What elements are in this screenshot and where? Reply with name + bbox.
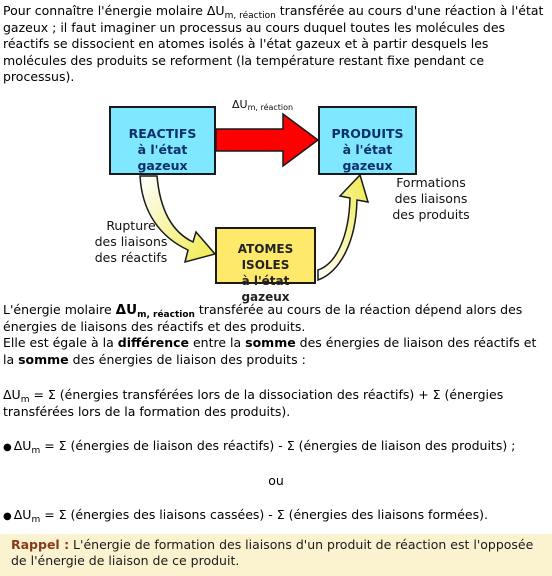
rappel-title: Rappel : <box>11 537 70 552</box>
produits-subtitle: à l'état gazeux <box>342 142 393 173</box>
reaction-arrow-label: $\Delta U_{m, réaction}$ <box>232 98 294 112</box>
formula-liaisons: ● $\Delta U_m = \Sigma$ (énergies de liaison des réactifs) - Σ (énergies de liaison des produits) ; <box>3 438 516 456</box>
reactifs-box <box>109 106 216 175</box>
rappel-box <box>0 534 552 576</box>
or-separator: ou <box>268 473 284 488</box>
energy-paragraph: L'énergie molaire $\Delta U_{m, réaction}$ transférée au cours de la réaction dépend alors des énergies de liaisons des réactifs et des produits. Elle est égale à la différence entre la somme des énergies de liaison des réactifs et la somme des énergies de liaison des produits : <box>3 302 537 367</box>
atomes-subtitle: à l'état gazeux <box>241 274 290 304</box>
delta-u-bold: $\Delta U_{m, réaction}$ <box>115 302 195 320</box>
rappel-text: L'énergie de formation des liaisons d'un produit de réaction est l'opposée de l'énergie de liaison de ce produit. <box>11 537 534 568</box>
formation-arrow <box>318 175 368 280</box>
reactifs-subtitle: à l'état gazeux <box>137 142 188 173</box>
atomes-title: ATOMES ISOLES <box>237 242 294 272</box>
formula-dissociation: $\Delta U_m = \Sigma$ (énergies transférées lors de la dissociation des réactifs) + Σ (énergies transférées lors de la formation des produits). <box>3 387 504 419</box>
intro-paragraph <box>3 3 549 86</box>
bullet-icon: ● <box>3 442 12 453</box>
reaction-arrow <box>216 114 318 166</box>
delta-u-symbol: ΔU <box>206 3 225 18</box>
produits-box <box>318 106 417 175</box>
delta-u-subscript: m, réaction <box>224 11 276 21</box>
formula-cassees-formees: ● $\Delta U_m = \Sigma$ (énergies des liaisons cassées) - Σ (énergies des liaisons formées). <box>3 507 488 525</box>
reactifs-title: REACTIFS <box>128 126 197 141</box>
intro-text-1: Pour connaître l'énergie molaire <box>3 3 207 18</box>
produits-title: PRODUITS <box>331 126 404 141</box>
rupture-label: Rupture des liaisons des réactifs <box>94 218 168 265</box>
atomes-box <box>215 227 316 304</box>
intro-text-2: transférée au cours d'une réaction à l'état gazeux ; il faut imaginer un processus au cours duquel toutes les molécules des réactifs se dissocient en atomes isolés à l'état gazeux et à partir desquels les molécules des produits se reforment (la température restant fixe pendant ce processus). <box>3 3 544 85</box>
energy-cycle-diagram <box>0 92 552 304</box>
bullet-icon: ● <box>3 511 12 522</box>
formation-label: Formations des liaisons des produits <box>392 175 470 222</box>
